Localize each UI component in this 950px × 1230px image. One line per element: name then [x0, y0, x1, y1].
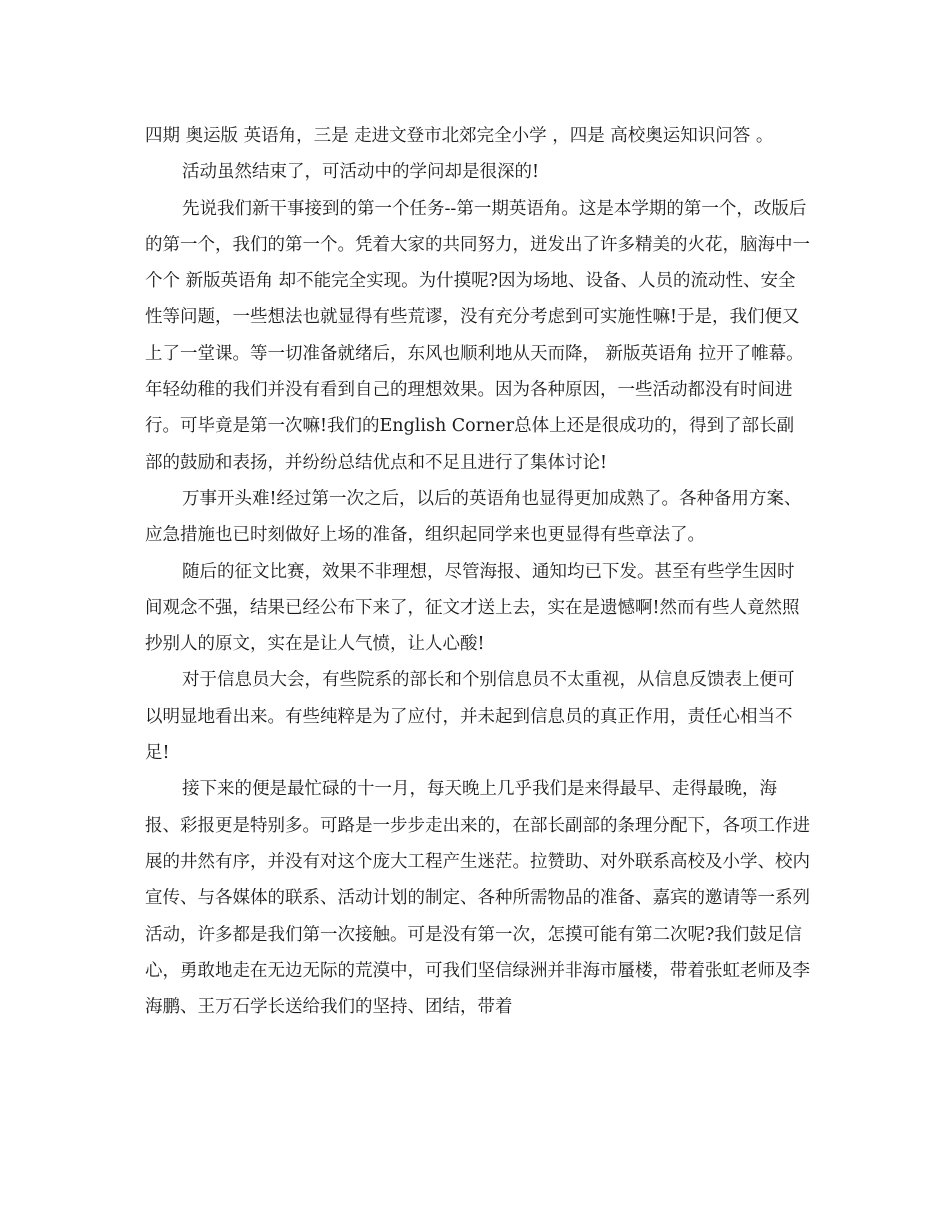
document-body	[145, 118, 810, 1025]
paragraph-2: 活动虽然结束了，可活动中的学问却是很深的!	[182, 162, 540, 183]
paragraph-7: 接下来的便是最忙碌的十一月，每天晚上几乎我们是来得最早、走得最晚，海报、彩报更是特别多。可路是一步步走出来的，在部长副部的条理分配下，各项工作进展的井然有序，并没有对这个庞大工程产生迷茫。拉赞助、对外联系高校及小学、校内宣传、与各媒体的联系、活动计划的制定、各种所需物品的准备、嘉宾的邀请等一系列活动，许多都是我们第一次接触。可是没有第一次，怎摸可能有第二次呢?我们鼓足信心，勇敢地走在无边无际的荒漠中，可我们坚信绿洲并非海市蜃楼，带着张虹老师及李海鹏、王万石学长送给我们的坚持、团结，带着	[145, 779, 810, 1018]
paragraph-1: 四期 奥运版 英语角，三是 走进文登市北郊完全小学 ，四是 高校奥运知识问答 。	[145, 126, 774, 146]
paragraph-5: 随后的征文比赛，效果不非理想，尽管海报、通知均已下发。甚至有些学生因时间观念不强，结果已经公布下来了，征文才送上去，实在是遗憾啊!然而有些人竟然照抄别人的原文，实在是让人气愤，让人心酸!	[145, 561, 800, 655]
paragraph-4: 万事开头难!经过第一次之后，以后的英语角也显得更加成熟了。各种备用方案、应急措施也已时刻做好上场的准备，组织起同学来也更显得有些章法了。	[145, 488, 802, 546]
paragraph-3: 先说我们新干事接到的第一个任务--第一期英语角。这是本学期的第一个，改版后的第一个，我们的第一个。凭着大家的共同努力，迸发出了许多精美的火花，脑海中一个个 新版英语角 却不能完全实现。为什摸呢?因为场地、设备、人员的流动性、安全性等问题，一些想法也就显得有些荒谬，没有充分考虑到可实施性嘛!于是，我们便又上了一堂课。等一切准备就绪后，东风也顺利地从天而降， 新版英语角 拉开了帷幕。年轻幼稚的我们并没有看到自己的理想效果。因为各种原因，一些活动都没有时间进行。可毕竟是第一次嘛!我们的English Corner总体上还是很成功的，得到了部长副部的鼓励和表扬，并纷纷总结优点和不足且进行了集体讨论!	[145, 198, 810, 473]
paragraph-6: 对于信息员大会，有些院系的部长和个别信息员不太重视，从信息反馈表上便可以明显地看出来。有些纯粹是为了应付，并未起到信息员的真正作用，责任心相当不足!	[145, 670, 795, 764]
